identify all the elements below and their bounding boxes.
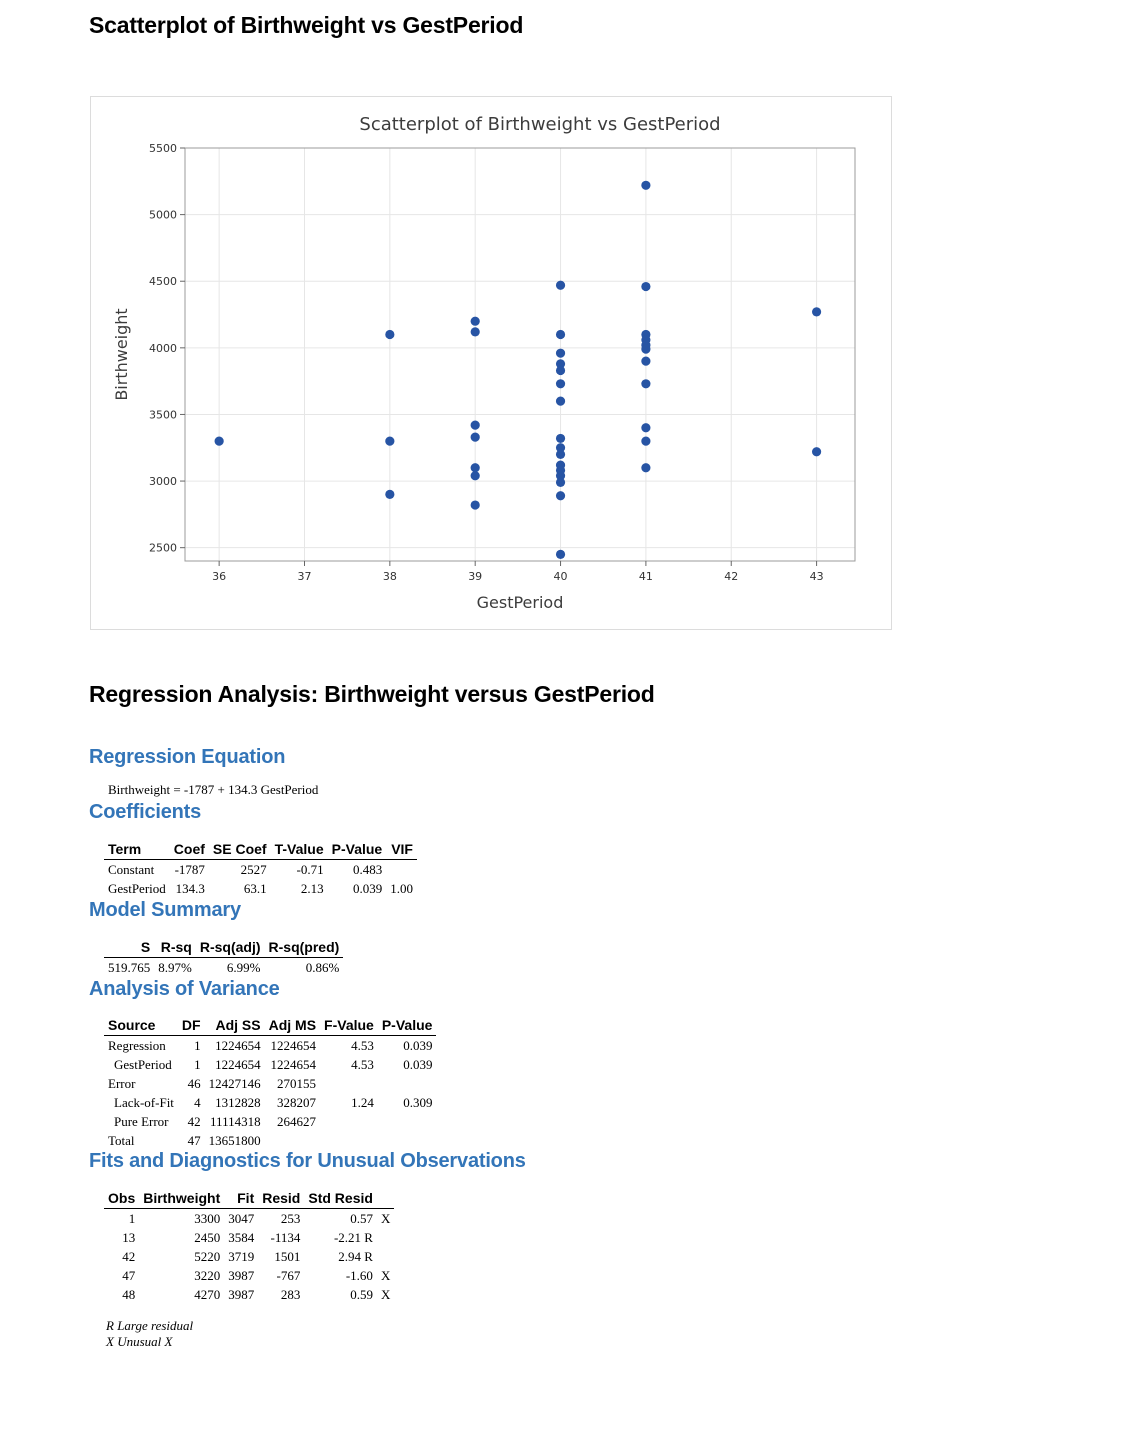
table-cell: 0.039 [403, 1057, 433, 1072]
table-cell: 270155 [277, 1076, 317, 1091]
data-point [641, 282, 650, 291]
table-cell [320, 1131, 378, 1150]
unusual-observations-table [104, 1189, 394, 1304]
table-cell: 2.13 [300, 881, 324, 896]
table-cell: X [380, 1211, 391, 1226]
data-point [556, 366, 565, 375]
table-cell: 13651800 [208, 1133, 261, 1148]
table-cell: 42 [187, 1114, 201, 1129]
table-cell: Error [108, 1076, 136, 1091]
table-cell: GestPeriod [114, 1057, 172, 1072]
table-row [104, 1266, 394, 1285]
table-cell: 283 [280, 1287, 301, 1302]
table-cell: 3584 [228, 1230, 255, 1245]
data-point [641, 423, 650, 432]
table-cell: 3987 [228, 1287, 255, 1302]
footnotes [106, 1318, 193, 1350]
regression-equation: Birthweight = -1787 + 134.3 GestPeriod [108, 782, 319, 797]
summary-header-r-sq-pred: R-sq(pred) [265, 938, 344, 958]
table-cell: 2.94 R [338, 1249, 373, 1264]
table-cell: 48 [122, 1287, 136, 1302]
table-cell: 1.24 [351, 1095, 374, 1110]
table-cell: 0.57 [350, 1211, 373, 1226]
table-cell [265, 1131, 320, 1150]
table-cell: 47 [122, 1268, 136, 1283]
data-point [556, 434, 565, 443]
unusual-header-flag [377, 1189, 394, 1209]
table-row [104, 958, 343, 978]
table-cell: Regression [108, 1038, 166, 1053]
table-cell: 3047 [228, 1211, 255, 1226]
y-tick-label: 5500 [149, 142, 177, 155]
table-cell: 253 [280, 1211, 301, 1226]
summary-header-r-sq: R-sq [154, 938, 196, 958]
table-cell: 1 [128, 1211, 136, 1226]
anova-header-adj-ms: Adj MS [265, 1016, 320, 1036]
regression-title: Regression Analysis: Birthweight versus GestPeriod [89, 681, 655, 707]
table-cell: X [380, 1268, 391, 1283]
table-cell: 328207 [277, 1095, 317, 1110]
footnote-large-residual: R Large residual [106, 1318, 194, 1333]
table-cell [378, 1074, 437, 1093]
data-point [385, 436, 394, 445]
table-cell: 47 [187, 1133, 201, 1148]
y-tick-label: 4000 [149, 341, 177, 355]
table-cell: 0.039 [403, 1038, 433, 1053]
anova-header-adj-ss: Adj SS [205, 1016, 265, 1036]
table-cell: 519.765 [108, 960, 151, 975]
data-point [385, 490, 394, 499]
data-point [556, 550, 565, 559]
table-cell: 13 [122, 1230, 136, 1245]
table-cell: 4.53 [351, 1038, 374, 1053]
data-point [471, 471, 480, 480]
page-title: Scatterplot of Birthweight vs GestPeriod [89, 12, 524, 38]
x-tick-label: 38 [382, 570, 397, 583]
summary-header-s: S [104, 938, 154, 958]
summary-header-r-sq-adj: R-sq(adj) [196, 938, 265, 958]
data-point [641, 463, 650, 472]
data-point [812, 307, 821, 316]
coef-header-coef: Coef [170, 840, 209, 860]
data-point [556, 491, 565, 500]
table-cell: 1.00 [390, 881, 413, 896]
table-cell: 0.309 [403, 1095, 433, 1110]
table-cell [378, 1112, 437, 1131]
table-row [104, 1036, 436, 1056]
scatterplot-svg [91, 97, 891, 629]
table-cell [377, 1228, 394, 1247]
y-tick-label: 3000 [149, 475, 177, 489]
y-tick-label: 2500 [149, 541, 177, 555]
table-cell: 63.1 [243, 881, 267, 896]
table-cell: Lack-of-Fit [114, 1095, 174, 1110]
table-cell: 134.3 [175, 881, 205, 896]
table-cell: 12427146 [208, 1076, 261, 1091]
table-cell: 2450 [194, 1230, 221, 1245]
data-point [471, 433, 480, 442]
chart-title: Scatterplot of Birthweight vs GestPeriod [359, 114, 721, 135]
coefficients-heading: Coefficients [89, 801, 202, 823]
table-cell: 3987 [228, 1268, 255, 1283]
table-cell: 2527 [240, 862, 267, 877]
data-point [556, 349, 565, 358]
table-cell: -1787 [174, 862, 205, 877]
table-cell [377, 1247, 394, 1266]
x-tick-label: 40 [553, 570, 568, 583]
table-cell: 4.53 [351, 1057, 374, 1072]
anova-table [104, 1016, 436, 1150]
table-cell: 264627 [277, 1114, 317, 1129]
table-cell: 1224654 [215, 1057, 261, 1072]
data-point [556, 330, 565, 339]
data-point [471, 500, 480, 509]
table-row [104, 1112, 436, 1131]
data-point [471, 421, 480, 430]
table-row [104, 860, 417, 880]
table-row [104, 1055, 436, 1074]
table-cell: -0.71 [296, 862, 324, 877]
table-row [104, 879, 417, 898]
table-cell: 8.97% [158, 960, 192, 975]
unusual-header-std-resid: Std Resid [304, 1189, 377, 1209]
table-cell: -2.21 R [333, 1230, 373, 1245]
unusual-header-obs: Obs [104, 1189, 139, 1209]
data-point [471, 463, 480, 472]
table-row [104, 1074, 436, 1093]
footnote-unusual-x: X Unusual X [106, 1334, 173, 1349]
x-tick-label: 42 [724, 570, 739, 583]
table-cell: 3300 [194, 1211, 221, 1226]
regression-equation-heading: Regression Equation [89, 746, 286, 768]
model-summary-heading: Model Summary [89, 899, 241, 921]
table-cell: GestPeriod [108, 881, 166, 896]
data-point [556, 379, 565, 388]
coef-header-p-value: P-Value [328, 840, 387, 860]
data-point [641, 379, 650, 388]
coef-header-se-coef: SE Coef [209, 840, 271, 860]
data-point [385, 330, 394, 339]
data-point [556, 397, 565, 406]
data-point [641, 436, 650, 445]
data-point [641, 357, 650, 366]
x-axis-label: GestPeriod [476, 593, 564, 612]
table-cell: 42 [122, 1249, 136, 1264]
table-row [104, 1247, 394, 1266]
table-cell: 1224654 [270, 1057, 317, 1072]
anova-header-df: DF [178, 1016, 205, 1036]
coef-header-t-value: T-Value [271, 840, 328, 860]
table-cell [386, 860, 417, 880]
unusual-header-fit: Fit [224, 1189, 258, 1209]
table-cell: 4270 [194, 1287, 221, 1302]
x-tick-label: 36 [212, 570, 227, 583]
plot-area [185, 148, 855, 561]
table-cell [378, 1131, 437, 1150]
table-cell: 3220 [194, 1268, 221, 1283]
table-cell: 0.039 [352, 881, 383, 896]
table-cell: 1224654 [215, 1038, 261, 1053]
table-cell: 6.99% [226, 960, 261, 975]
data-point [641, 181, 650, 190]
table-cell: Pure Error [114, 1114, 169, 1129]
table-row [104, 1285, 394, 1304]
table-cell: -1.60 [345, 1268, 373, 1283]
y-tick-label: 3500 [149, 408, 177, 422]
data-point [556, 281, 565, 290]
table-cell: Total [108, 1133, 135, 1148]
table-cell: -1134 [270, 1230, 301, 1245]
unusual-header-birthweight: Birthweight [139, 1189, 224, 1209]
table-cell [320, 1112, 378, 1131]
data-point [556, 478, 565, 487]
y-tick-label: 4500 [149, 275, 177, 289]
data-point [471, 317, 480, 326]
x-tick-label: 41 [638, 570, 653, 583]
model-summary-table [104, 938, 343, 977]
table-row [104, 1093, 436, 1112]
coef-header-vif: VIF [386, 840, 417, 860]
coef-header-term: Term [104, 840, 170, 860]
table-row [104, 1228, 394, 1247]
table-row [104, 1209, 394, 1229]
scatterplot-chart [90, 96, 892, 630]
anova-header-source: Source [104, 1016, 178, 1036]
table-cell: 3719 [228, 1249, 255, 1264]
x-tick-label: 37 [297, 570, 312, 583]
anova-heading: Analysis of Variance [89, 978, 280, 1000]
anova-header-p-value: P-Value [378, 1016, 437, 1036]
table-row [104, 1131, 436, 1150]
unusual-header-resid: Resid [258, 1189, 304, 1209]
table-cell: 1 [194, 1038, 201, 1053]
table-cell: 11114318 [210, 1114, 261, 1129]
table-cell: 1224654 [270, 1038, 317, 1053]
x-tick-label: 43 [809, 570, 824, 583]
anova-header-f-value: F-Value [320, 1016, 378, 1036]
table-cell: X [380, 1287, 391, 1302]
table-cell: 0.483 [352, 862, 383, 877]
table-cell: 1312828 [215, 1095, 261, 1110]
coefficients-table [104, 840, 417, 898]
table-cell: 46 [187, 1076, 201, 1091]
data-point [812, 447, 821, 456]
table-cell: 0.86% [305, 960, 340, 975]
data-point [215, 436, 224, 445]
table-cell: Constant [108, 862, 155, 877]
table-cell: 4 [194, 1095, 201, 1110]
y-tick-label: 5000 [149, 208, 177, 222]
data-point [641, 345, 650, 354]
unusual-observations-heading: Fits and Diagnostics for Unusual Observations [89, 1150, 526, 1172]
table-cell: -767 [276, 1268, 301, 1283]
data-point [471, 327, 480, 336]
table-cell: 1 [194, 1057, 201, 1072]
table-cell [320, 1074, 378, 1093]
data-point [556, 450, 565, 459]
y-axis-label: Birthweight [112, 308, 131, 401]
table-cell: 5220 [194, 1249, 221, 1264]
table-cell: 0.59 [350, 1287, 373, 1302]
table-cell: 1501 [274, 1249, 301, 1264]
x-tick-label: 39 [468, 570, 483, 583]
